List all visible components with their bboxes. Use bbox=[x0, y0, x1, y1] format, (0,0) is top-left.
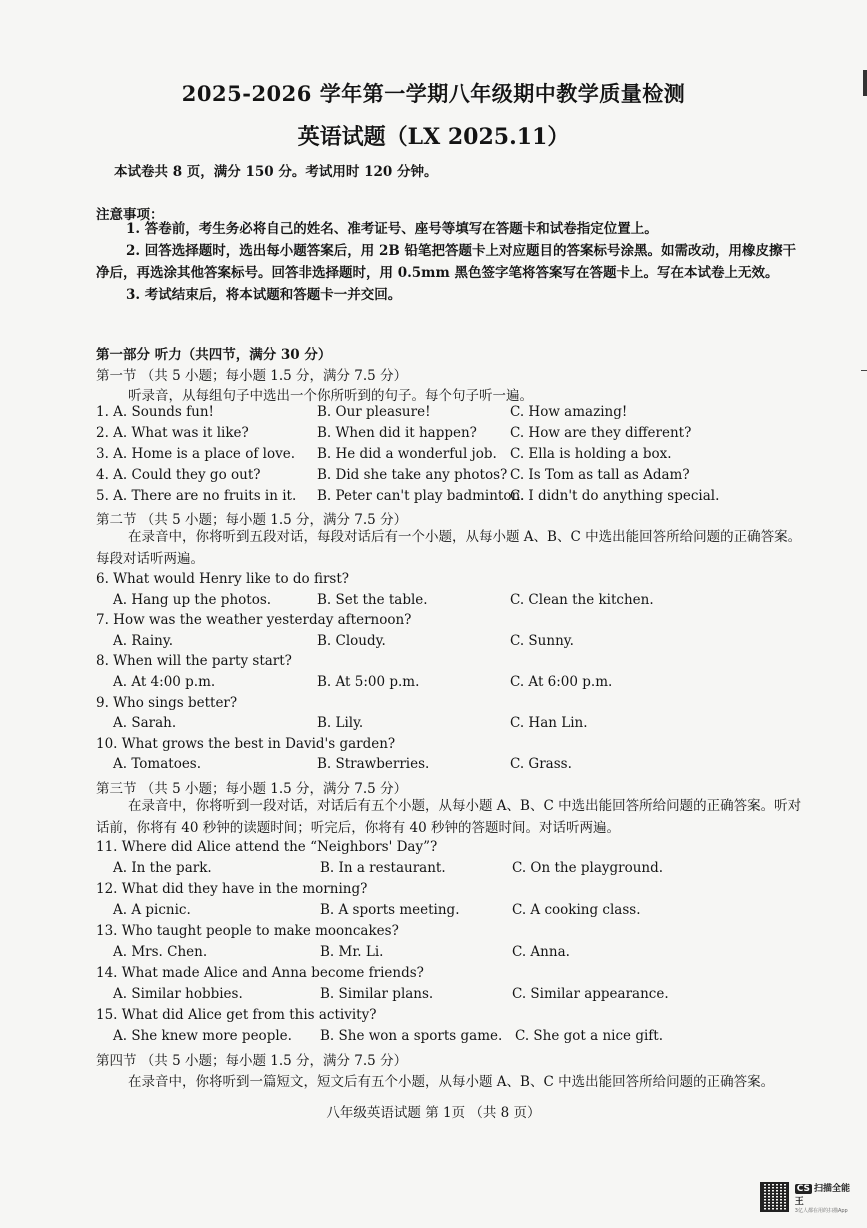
scanner-logo bbox=[795, 1181, 856, 1214]
question-row bbox=[96, 592, 816, 612]
page-footer: 八年级英语试题 第 1页 （共 8 页） bbox=[326, 1105, 541, 1121]
edge-mark bbox=[861, 370, 867, 381]
question-stem: 14. What made Alice and Anna become friends? bbox=[96, 965, 424, 981]
option-b: B. Set the table. bbox=[317, 592, 428, 608]
option-a: A. Sarah. bbox=[113, 715, 177, 731]
option-a: A. In the park. bbox=[113, 860, 212, 876]
question-row bbox=[96, 715, 816, 735]
option-c: C. Ella is holding a box. bbox=[510, 446, 672, 462]
option-b: B. Our pleasure! bbox=[317, 404, 431, 420]
qr-code-icon bbox=[760, 1182, 789, 1212]
option-c: C. Grass. bbox=[510, 756, 572, 772]
question-row bbox=[96, 467, 816, 487]
option-a: A. She knew more people. bbox=[113, 1028, 292, 1044]
option-c: C. How amazing! bbox=[510, 404, 628, 420]
option-b: B. Did she take any photos? bbox=[317, 467, 508, 483]
question-row bbox=[96, 488, 816, 508]
option-c: C. On the playground. bbox=[512, 860, 664, 876]
option-c: C. Han Lin. bbox=[510, 715, 588, 731]
option-b: B. She won a sports game. bbox=[320, 1028, 503, 1044]
option-c: C. A cooking class. bbox=[512, 902, 641, 918]
note-item: 2. 回答选择题时，选出每小题答案后，用 2B 铅笔把答题卡上对应题目的答案标号涂黑。如需改动，用橡皮擦干净后，再选涂其他答案标号。回答非选择题时，用 0.5mm 黑色签字笔将答案写在答题卡上。写在本试卷上无效。 bbox=[96, 243, 796, 281]
question-row bbox=[96, 633, 816, 653]
option-c: C. Anna. bbox=[512, 944, 570, 960]
note-item: 3. 考试结束后，将本试题和答题卡一并交回。 bbox=[126, 287, 402, 303]
question-row bbox=[96, 902, 816, 922]
question-stem: 15. What did Alice get from this activity? bbox=[96, 1007, 377, 1023]
section2-instruction: 在录音中，你将听到五段对话，每段对话后有一个小题，从每小题 A、B、C 中选出能回答所给问题的正确答案。每段对话听两遍。 bbox=[96, 529, 802, 567]
exam-title: 2025-2026 学年第一学期八年级期中教学质量检测 bbox=[181, 81, 686, 106]
option-b: B. Strawberries. bbox=[317, 756, 430, 772]
option-b: B. Lily. bbox=[317, 715, 364, 731]
option-b: B. In a restaurant. bbox=[320, 860, 446, 876]
part1-heading: 第一部分 听力（共四节，满分 30 分） bbox=[96, 347, 332, 363]
scanner-label: 扫描全能王 bbox=[794, 1183, 851, 1207]
option-a: A. A picnic. bbox=[113, 902, 191, 918]
option-c: C. Sunny. bbox=[510, 633, 574, 649]
option-c: C. Similar appearance. bbox=[512, 986, 669, 1002]
question-stem: 9. Who sings better? bbox=[96, 695, 238, 711]
option-a: 5. A. There are no fruits in it. bbox=[96, 488, 297, 504]
section3-instruction: 在录音中，你将听到一段对话，对话后有五个小题，从每小题 A、B、C 中选出能回答所给问题的正确答案。听对话前，你将有 40 秒钟的读题时间；听完后，你将有 40 秒钟的答题时间。对话听两遍。 bbox=[96, 798, 802, 836]
option-c: C. Is Tom as tall as Adam? bbox=[510, 467, 690, 483]
option-b: B. He did a wonderful job. bbox=[317, 446, 497, 462]
scanner-sublabel: 3亿人都在用的扫描App bbox=[794, 1207, 848, 1214]
option-b: B. Cloudy. bbox=[317, 633, 386, 649]
option-a: 2. A. What was it like? bbox=[96, 425, 249, 441]
question-stem: 6. What would Henry like to do first? bbox=[96, 571, 350, 587]
question-row bbox=[96, 860, 816, 880]
option-a: A. At 4:00 p.m. bbox=[113, 674, 216, 690]
option-c: C. She got a nice gift. bbox=[515, 1028, 664, 1044]
question-row bbox=[96, 404, 816, 424]
question-row bbox=[96, 674, 816, 694]
exam-intro: 本试卷共 8 页，满分 150 分。考试用时 120 分钟。 bbox=[114, 164, 438, 180]
option-a: A. Tomatoes. bbox=[113, 756, 202, 772]
option-b: B. At 5:00 p.m. bbox=[317, 674, 420, 690]
option-c: C. At 6:00 p.m. bbox=[510, 674, 613, 690]
notes-list bbox=[96, 218, 804, 306]
option-c: C. Clean the kitchen. bbox=[510, 592, 654, 608]
scanner-watermark bbox=[760, 1180, 856, 1214]
option-b: B. Similar plans. bbox=[320, 986, 434, 1002]
option-b: B. A sports meeting. bbox=[320, 902, 460, 918]
question-stem: 10. What grows the best in David's garden? bbox=[96, 736, 396, 752]
section4-heading: 第四节 （共 5 小题；每小题 1.5 分，满分 7.5 分） bbox=[96, 1053, 408, 1069]
section3-heading: 第三节 （共 5 小题；每小题 1.5 分，满分 7.5 分） bbox=[96, 781, 408, 797]
option-c: C. I didn't do anything special. bbox=[510, 488, 720, 504]
note-item: 1. 答卷前，考生务必将自己的姓名、准考证号、座号等填写在答题卡和试卷指定位置上。 bbox=[126, 221, 658, 237]
question-stem: 11. Where did Alice attend the “Neighbors' Day”? bbox=[96, 839, 438, 855]
question-row bbox=[96, 425, 816, 445]
question-stem: 7. How was the weather yesterday afternoon? bbox=[96, 612, 412, 628]
notes-heading: 注意事项： bbox=[96, 207, 164, 223]
question-row bbox=[96, 986, 816, 1006]
option-b: B. Mr. Li. bbox=[320, 944, 384, 960]
question-stem: 13. Who taught people to make mooncakes? bbox=[96, 923, 399, 939]
option-b: B. When did it happen? bbox=[317, 425, 477, 441]
option-a: A. Similar hobbies. bbox=[113, 986, 243, 1002]
question-row bbox=[96, 944, 816, 964]
exam-subtitle: 英语试题（LX 2025.11） bbox=[297, 124, 570, 150]
option-a: A. Hang up the photos. bbox=[113, 592, 272, 608]
cs-badge-icon: CS bbox=[796, 1183, 811, 1194]
option-a: 3. A. Home is a place of love. bbox=[96, 446, 295, 462]
option-a: 1. A. Sounds fun! bbox=[96, 404, 214, 420]
question-row bbox=[96, 446, 816, 466]
section1-heading: 第一节 （共 5 小题；每小题 1.5 分，满分 7.5 分） bbox=[96, 368, 408, 384]
section1-instruction: 听录音，从每组句子中选出一个你所听到的句子。每个句子听一遍。 bbox=[128, 388, 533, 404]
section4-instruction: 在录音中，你将听到一篇短文，短文后有五个小题，从每小题 A、B、C 中选出能回答所给问题的正确答案。 bbox=[128, 1074, 775, 1090]
option-a: 4. A. Could they go out? bbox=[96, 467, 261, 483]
option-b: B. Peter can't play badminton. bbox=[317, 488, 525, 504]
question-stem: 12. What did they have in the morning? bbox=[96, 881, 368, 897]
question-row bbox=[96, 1028, 816, 1048]
option-c: C. How are they different? bbox=[510, 425, 692, 441]
option-a: A. Rainy. bbox=[113, 633, 173, 649]
section2-heading: 第二节 （共 5 小题；每小题 1.5 分，满分 7.5 分） bbox=[96, 512, 408, 528]
option-a: A. Mrs. Chen. bbox=[113, 944, 208, 960]
question-row bbox=[96, 756, 816, 776]
question-stem: 8. When will the party start? bbox=[96, 653, 292, 669]
